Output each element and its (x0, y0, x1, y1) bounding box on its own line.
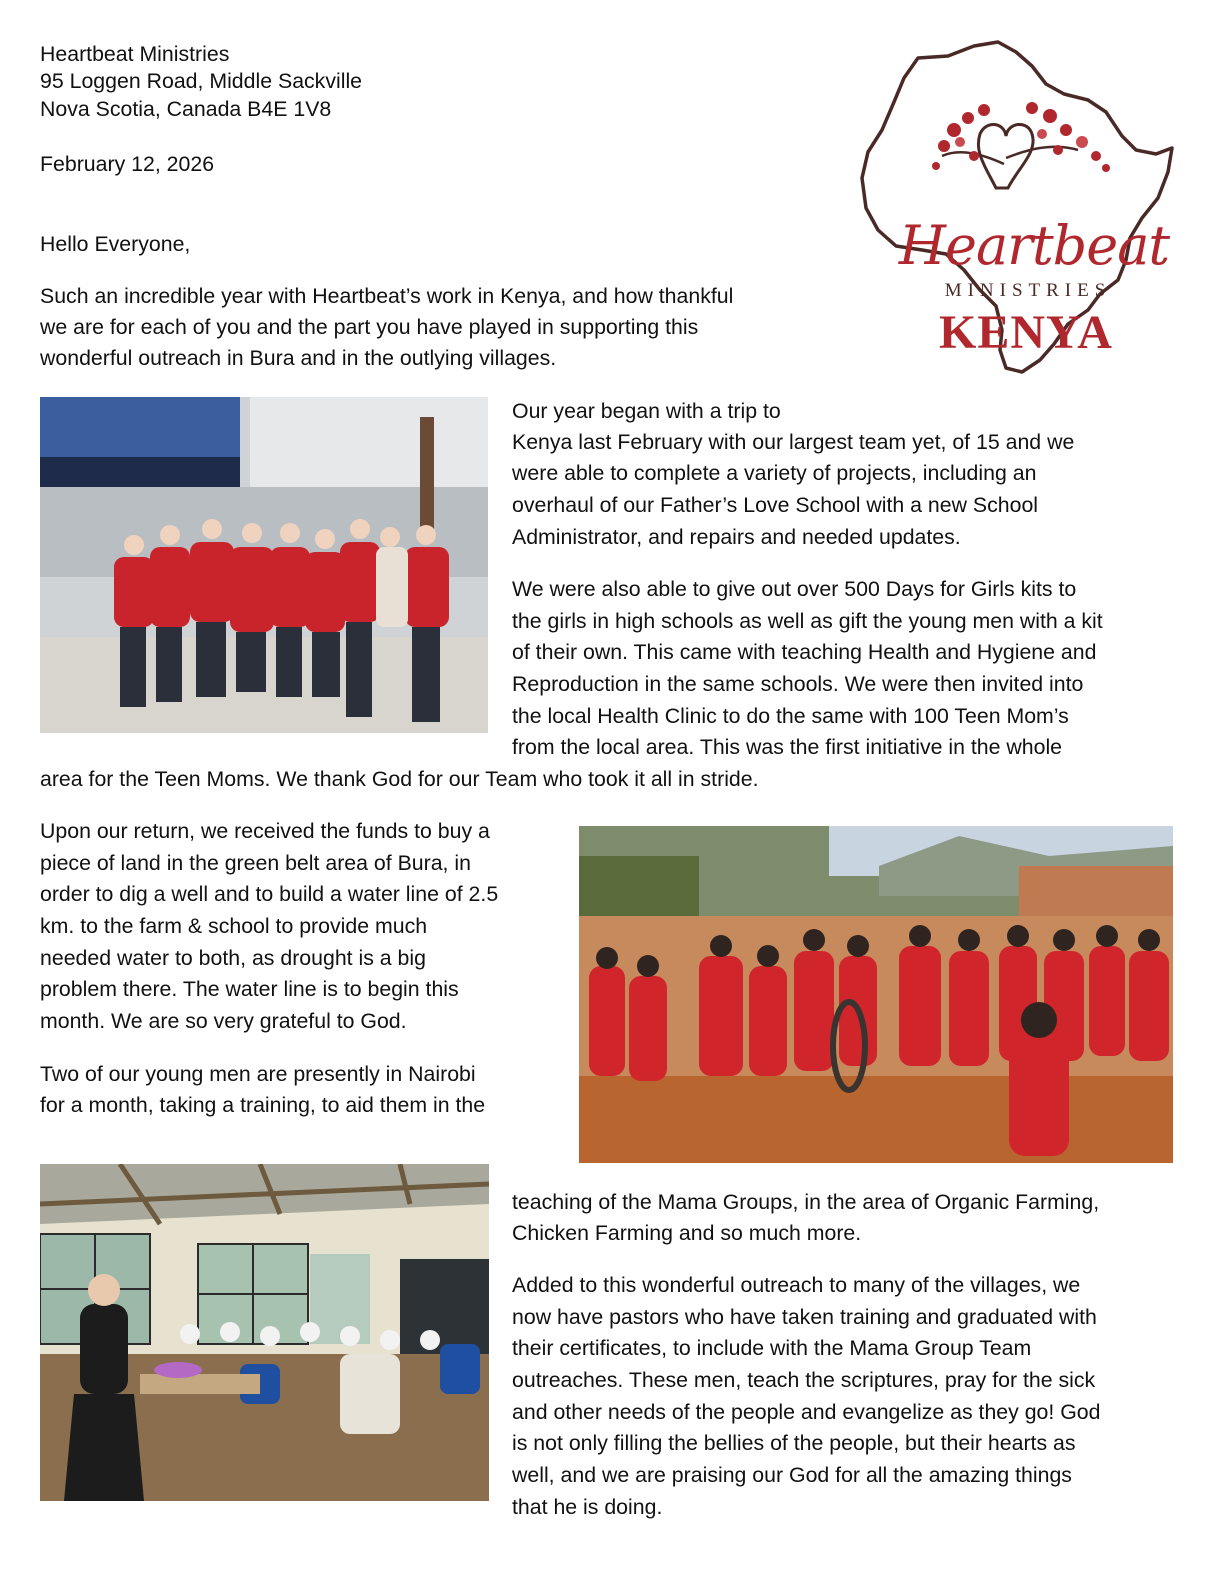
heartbeat-logo (856, 38, 1176, 382)
pastors-line-7: well, and we are praising our God for all the amazing things (512, 1463, 1072, 1487)
land-line-3: order to dig a well and to build a water line of 2.5 (40, 882, 499, 906)
kits-line-5: the local Health Clinic to do the same with 100 Teen Mom’s (512, 704, 1069, 728)
kits-line-3: of their own. This came with teaching Health and Hygiene and (512, 640, 1097, 664)
land-line-5: needed water to both, as drought is a big (40, 946, 426, 970)
greeting: Hello Everyone, (40, 232, 191, 256)
pastors-line-5: and other needs of the people and evangelize as they go! God (512, 1400, 1101, 1424)
land-line-6: problem there. The water line is to begin this (40, 977, 459, 1001)
kits-line-1: We were also able to give out over 500 Days for Girls kits to (512, 577, 1077, 601)
sender-address-line2: Nova Scotia, Canada B4E 1V8 (40, 97, 332, 121)
team-airport-photo (40, 397, 488, 733)
land-line-1: Upon our return, we received the funds to buy a (40, 819, 490, 843)
tree-icon (932, 102, 1110, 188)
trip-line-2: Kenya last February with our largest team yet, of 15 and we (512, 430, 1075, 454)
trip-line-5: Administrator, and repairs and needed updates. (512, 525, 961, 549)
kits-line-6: from the local area. This was the first initiative in the whole (512, 735, 1063, 759)
land-line-4: km. to the farm & school to provide much (40, 914, 428, 938)
trip-line-4: overhaul of our Father’s Love School with a new School (512, 493, 1039, 517)
land-line-2: piece of land in the green belt area of Bura, in (40, 851, 471, 875)
land-line-7: month. We are so very grateful to God. (40, 1009, 407, 1033)
training-line-3: teaching of the Mama Groups, in the area of Organic Farming, (512, 1190, 1100, 1214)
kits-line-2: the girls in high schools as well as gift the young men with a kit (512, 609, 1103, 633)
kits-line-4: Reproduction in the same schools. We were then invited into (512, 672, 1084, 696)
letter-date: February 12, 2026 (40, 152, 215, 176)
intro-line-1: Such an incredible year with Heartbeat’s work in Kenya, and how thankful (40, 284, 734, 308)
pastors-line-4: outreaches. These men, teach the scriptures, pray for the sick (512, 1368, 1096, 1392)
training-line-2: for a month, taking a training, to aid them in the (40, 1093, 486, 1117)
schoolchildren-photo (579, 826, 1173, 1163)
trip-line-1: Our year began with a trip to (512, 399, 781, 423)
logo-word-ministries: MINISTRIES (944, 280, 1112, 301)
logo-word-heartbeat: Heartbeat (898, 214, 1170, 277)
trip-line-3: were able to complete a variety of projects, including an (512, 461, 1037, 485)
sender-address-line1: 95 Loggen Road, Middle Sackville (40, 69, 363, 93)
pastors-line-8: that he is doing. (512, 1495, 663, 1519)
intro-line-3: wonderful outreach in Bura and in the outlying villages. (40, 346, 557, 370)
pastors-line-1: Added to this wonderful outreach to many of the villages, we (512, 1273, 1081, 1297)
pastors-line-6: is not only filling the bellies of the people, but their hearts as (512, 1431, 1076, 1455)
training-line-1: Two of our young men are presently in Nairobi (40, 1062, 476, 1086)
intro-line-2: we are for each of you and the part you have played in supporting this (40, 315, 699, 339)
logo-word-kenya: KENYA (939, 306, 1113, 359)
classroom-teaching-photo (40, 1164, 489, 1501)
pastors-line-2: now have pastors who have taken training and graduated with (512, 1305, 1097, 1329)
sender-org-name: Heartbeat Ministries (40, 42, 230, 66)
pastors-line-3: their certificates, to include with the Mama Group Team (512, 1336, 1032, 1360)
training-line-4: Chicken Farming and so much more. (512, 1221, 862, 1245)
kits-line-7: area for the Teen Moms. We thank God for our Team who took it all in stride. (40, 767, 759, 791)
